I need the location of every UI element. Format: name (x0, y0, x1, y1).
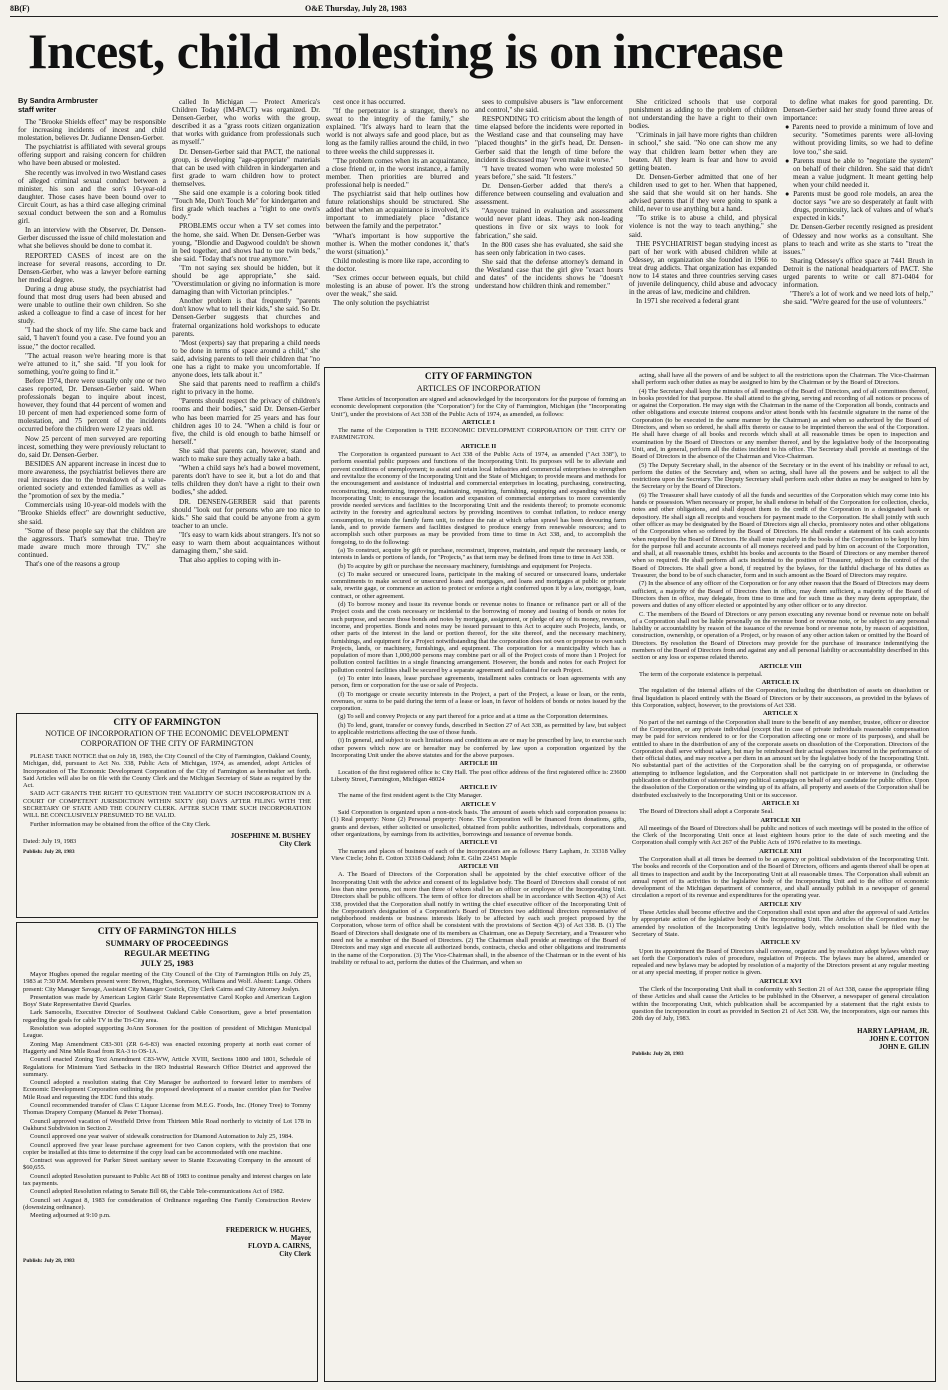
article-heading: ARTICLE XVI (759, 977, 802, 985)
article-paragraph: Sharing Odessey's office space at 7441 Brush in Detroit is the national headquarters of PACT. She urged parents to write or call 871-0404 for information. (783, 256, 933, 290)
articles-right-list (632, 372, 929, 1023)
article-paragraph: "It's easy to warn kids about strangers. It's not so easy to warn them about acquaintances without damaging them," she said. (172, 530, 320, 556)
article-heading: ARTICLE IX (761, 679, 800, 687)
article-paragraph: "Criminals in jail have more rights than children in school," she said. "No one can show me any way that children learn better when they are beaten. All they learn is fear and how to avoid getting beaten. (629, 131, 777, 172)
article-paragraph: "There's a lot of work and we need lots of help," she said. "We're geared for the use of volunteers." (783, 290, 933, 307)
articles-publish: Publish: July 28, 1983 (632, 1050, 684, 1057)
article-paragraph: PROBLEMS occur when a TV set comes into the home, she said. When Dr. Densen-Gerber was young, "Blondie and Dagwood couldn't be shown in bed together, and shows had to use twin beds," she said. "Today that's not true anymore." (172, 222, 320, 263)
article-text: (e) To enter into leases, lease purchase agreements, installment sales contracts or loan agreements with any person, firm or corporation for the use or sale of Projects. (331, 674, 626, 690)
article-paragraph: Dr. Densen-Gerber recently resigned as president of Odessey and now works as a consultant. She plans to teach and write as she starts to "treat the issues." (783, 223, 933, 256)
article-paragraph: cest once it has occurred. (333, 98, 406, 106)
article-paragraph: "Anyone trained in evaluation and assessment would never plant ideas. They ask non-leading questions in five or six ways to look for fabrication," she said. (475, 207, 623, 240)
byline-role: staff writer (18, 105, 57, 114)
proceeding-item: Council enacted Zoning Text Amendment C83-WW, Article XVIII, Sections 1800 and 1801, Schedule of Regulations for Minimum Yard Setbacks in the IRO Industrial Research Office District and approved the summary. (23, 1056, 311, 1078)
article-paragraph: THE PSYCHIATRIST began studying incest as part of her work with abused children while at Odessey, an organization she founded in 1966 to treat drug addicts. That organization has expanded now to 14 states and three countries serving cases of juvenile delinquency, child abuse and advocacy in the areas of law, medicine and children. (629, 239, 777, 297)
article-paragraph: "Most (experts) say that preparing a child needs to be done in terms of space around a child," she said, advising parents to tell their children that "no one has a right to make you uncomfortable. If anyone does, lets talk about it." (172, 338, 320, 380)
article-text: These Articles shall become effective and the Corporation shall exist upon and after the approval of said Articles by appropriate action of the legislative body of the Incorporating Unit. The Articles of the Corporation may be amended by resolution of the Incorporating Unit's legislative body, which resolution shall be filed with the Secretary of State. (632, 909, 929, 938)
article-paragraph: She said that parents can, however, stand and watch to make sure they actually take a bath. (172, 446, 320, 464)
article-paragraph: ● Parents must be able to "negotiate the system" on behalf of their children. She said that didn't mean a value judgment. It meant getting help when your child needed it. (785, 156, 933, 189)
article-heading: ARTICLE VIII (759, 662, 802, 670)
article-heading: ARTICLE III (459, 760, 498, 768)
notice-dated: Dated: July 19, 1983 (23, 837, 77, 845)
article-paragraph: The only solution the psychiatrist (333, 299, 430, 308)
article-text: (b) To acquire by gift or purchase the necessary machinery, furnishings and equipment for Projects. (338, 562, 592, 570)
article-paragraph: She recently was involved in two Westland cases of alleged criminal sexual conduct between a minister, his son and the son's 10-year-old daughter. Those cases have been bound over to Circuit Court, as has a third case alleging criminal sexual conduct between the son and a Romulus girl. (18, 168, 166, 226)
articles-box (324, 367, 936, 1382)
article-paragraph: "Sex crimes occur between equals, but child molesting is an abuse of power. It's the strong over the weak," she said. (326, 273, 469, 299)
article-paragraph: "Parents should respect the privacy of children's rooms and their bodies," said Dr. Densen-Gerber who has been married for 25 years and has four children ages 10 to 24. "When a child is four or five, the child is old enough to bathe himself or herself." (172, 397, 320, 446)
article-paragraph: "I'm not saying sex should be hidden, but it should be age appropriate," she said. "Overstimulation or giving no information is more damaging than with Victorian principles." (172, 263, 320, 297)
hills-signer1-title: Mayor (290, 1233, 311, 1242)
proceeding-item: Council recommended transfer of Class C Liquor License from M.E.G. Foods, Inc. (Honey Tree) to Tommy Thomas Drapery Company (Manuel & Peter Thomas). (23, 1102, 311, 1117)
masthead (10, 4, 938, 17)
notice-publish: Publish: July 28, 1983 (23, 849, 75, 856)
article-heading: ARTICLE XIV (759, 900, 802, 908)
article-paragraph: In an interview with the Observer, Dr. Densen-Gerber discussed the issue of child molestation and what she believes should be done to combat it. (18, 226, 166, 251)
article-paragraph: Dr. Densen-Gerber added that there's a difference between counseling and evaluation and assessment. (475, 181, 623, 207)
hills-subtitle: SUMMARY OF PROCEEDINGS (105, 938, 229, 948)
proceeding-item: Resolution was adopted supporting JoAnn Soronen for the position of president of Michigan Municipal League. (23, 1025, 311, 1040)
notice-paragraph: PLEASE TAKE NOTICE that on July 18, 1983, the City Council of the City of Farmington, Oakland County, Michigan, did, pursuant to Act No. 338, Public Acts of Michigan, 1974, as amended, adopt Articles of Incorporation of The Economic Development Corporation of the City of Farmington as hereinafter set forth. Said Articles will also be on file with the County Clerk and the Michigan Secretary of State as required by the Act. (23, 753, 312, 790)
proceeding-item: Council adopted Resolution pursuant to Public Act 88 of 1983 to continue penalty and interest charges on late tax payments. (23, 1172, 311, 1188)
articles-intro: These Articles of Incorporation are signed and acknowledged by the incorporators for the purpose of forming an economic development corporation (the "Corporation") for the City of Farmington, Michigan (the "Incorporating Unit"), under the provisions of Act 338 of the Public Acts of 1974, as amended, as follows: (331, 396, 626, 418)
article-text: (i) In general, and subject to such limitations and conditions as are or may be prescribed by law, to exercise such other powers which now are or hereafter may be conferred by law upon a corporation organized by the Incorporating Unit under the above statutes and for the above purposes. (331, 737, 626, 759)
article-column-2 (172, 98, 320, 750)
article-text: The term of the corporate existence is perpetual. (639, 670, 763, 678)
article-paragraph: REPORTED CASES of incest are on the increase for several reasons, according to Dr. Densen-Gerber, who was a lawyer before earning her medical degree. (18, 251, 166, 284)
article-paragraph: RESPONDING TO criticism about the length of time elapsed before the incidents were reported in the Westland case and that counseling may have "placed thoughts" in the girl's head, Dr. Densen-Gerber said that the length of time before the incident is discussed may "even make it worse." (475, 115, 623, 164)
proceeding-item: Zoning Map Amendment C83-301 (ZR 6-6-83) was enacted rezoning property at north east corner of Haggerty and Nine Mile Road from RA-3 to OS-1A. (23, 1040, 311, 1055)
proceeding-item: Council adopted Resolution relating to Senate Bill 66, the Cable Tele-communications Act of 1982. (30, 1188, 285, 1196)
article-heading: ARTICLE VI (459, 839, 498, 847)
article-text: C. The members of the Board of Directors or any person executing any revenue bond or revenue note on behalf of a Corporation shall not be liable personally on the revenue bond or revenue note, or be subject to any personal liability or accountability by reason of the issuance of the revenue bond or revenue note, by reason of acquisition, construction, ownership, or operation of a Project, or by reason of any other action taken or omitted by the Board of Directors. By resolution the Board of Directors may provide for the purchase of insurance indemnifying the members of the Board of Directors from and against any and all personal liability or accountability described in this section or any loss or expense related thereto. (632, 610, 929, 662)
hills-publish: Publish: July 28, 1983 (23, 1257, 75, 1264)
article-text: Said Corporation is organized upon a non-stock basis. The amount of assets which said corporation possess is: (1) Real property: None (2) Personal property: None. The Corporation will be financed from donations, gifts, grants and devises, either solicited or unsolicited, obtained from public authorities, individuals, corporations and other organizations, by earnings from its activities, borrowings and issuance of revenue bonds. (331, 809, 626, 838)
article-paragraph: "What's important is how supportive the mother is. When the mother condones it,' that's the worst (situation)." (326, 231, 469, 256)
article-paragraph: "I have treated women who were molested 50 years before," she said. "It festers." (475, 164, 623, 181)
article-text: (4) The Secretary shall keep the minutes of all meetings of the Board of Directors, and of all committees thereof, in books provided for that purpose. He shall attend to the giving, serving and recording of all notices or process of or against the Corporation. He may sign with the Chairman in the name of the Corporation all bonds, contracts and other obligations and execute interest coupons and/or attest bonds with his facsimile signature in the name of the Corporation (to be executed in the same manner by the Chairman) as and when so authorized by the Board of Directors, and when so ordered, he shall affix thereto or cause to be imprinted thereon the seal of the Corporation. He shall have charge of all books and records which shall at all reasonable times be open to inspection and examination by the Board of Directors or any member thereof, and by the legislative body of the Incorporating Unit, and, in general, perform all the duties incident to his office. The Secretary shall provide at meetings of the Board of Directors in the absence of the Chairman and Vice-Chairman. (632, 387, 929, 461)
hills-summary-box (16, 922, 318, 1382)
hills-signer2: FLOYD A. CAIRNS, (247, 1241, 311, 1250)
article-paragraph: to define what makes for good parenting. Dr. Densen-Gerber said her study found three areas of importance: (783, 98, 933, 123)
article-paragraph: "When a child says he's had a bowel movement, parents don't have to see it, but a lot do and that tells children they don't have a right to their own bodies," she added. (172, 464, 320, 497)
proceeding-item: Lark Samocelis, Executive Director of Southwest Oakland Cable Consortium, gave a brief presentation regarding the goals for cable TV in the Tri-City area. (23, 1009, 311, 1024)
article-heading: ARTICLE II (460, 442, 497, 450)
article-text: Upon its appointment the Board of Directors shall convene, organize and by resolution adopt bylaws which may set forth the Corporation's rules of procedure, regulation of Projects. The bylaws may be altered, amended or repealed and new bylaws may be adopted by resolution of a majority of the Directors present at any regular meeting or at any special meeting, if proper notice is given. (632, 947, 929, 977)
article-paragraph: That's one of the reasons a group (25, 559, 120, 568)
article-paragraph: In the 800 cases she has evaluated, she said she has seen only fabrication in two cases. (475, 240, 623, 257)
article-heading: ARTICLE X (762, 710, 799, 718)
article-text: (c) To make secured or unsecured loans, participate in the making of secured or unsecured loans, undertake commitments to make secured or unsecured loans and mortgages, and loans and mortgages at public or private sale, rewrite gage, or commence an action to protect or enforce a right conferred upon it by a law, mortgage, loan, contract, or other agreement. (331, 570, 626, 600)
article-heading: ARTICLE V (461, 800, 496, 808)
notice-paragraph: SAID ACT GRANTS THE RIGHT TO QUESTION THE VALIDITY OF SUCH INCORPORATION IN A COURT OF COMPETENT JURISDICTION WITHIN SIXTY (60) DAYS AFTER FILING WITH THE SECRETARY OF STATE AND THE COUNTY CLERK. AFTER SUCH TIME SUCH INCORPORATION WILL BE CONCLUSIVELY PRESUMED TO BE VALID. (23, 790, 311, 820)
article-text: (a) To construct, acquire by gift or purchase, reconstruct, improve, maintain, and repair the necessary lands, or interests in lands or portions of lands, for "Projects," as that term may be defined from time to time in Act 338. (331, 546, 626, 562)
incorporator-signer: JOHN E. GILIN (879, 1042, 929, 1051)
article-text: The Corporation is organized pursuant to Act 338 of the Public Acts of 1974, as amended ("Act 338"), to perform essential public purposes and functions of the Incorporating Unit. Its purposes will be to alleviate and prevent conditions of unemployment; to assist and retain local industries and commercial enterprises to strengthen and revitalize the economy of the Incorporating Unit and the State of Michigan; to provide means and methods for the encouragement and assistance of industrial and commercial enterprises in locating, purchasing, constructing, reconstructing, modernizing, improving, maintaining, repairing, furnishing, equipping and expanding within the Incorporating Unit; to encourage the location and expansion of commercial enterprises to more conveniently provide needed services and facilities to the Incorporating Unit and the residents thereof; to promote economic activity in the forestry and agricultural sectors by providing incentives to combat inflation, to reduce energy consumption, to retain the family farm unit, to reduce the rate at which urban sprawl has been devouring farm lands, and to provide farmers and facilities designed to produce energy from renewable resources; and to accomplish such other purposes as may be provided from time to time in Act 338, and, to accomplish the foregoing, to do the following: (331, 451, 626, 546)
article-paragraph: Dr. Densen-Gerber admitted that one of her children used to get to her. When that happened, she said that she would sit on her hands. She advised parents that if they were going to spank a child, never to use anything but a hand. (629, 172, 777, 214)
notice-signer: JOSEPHINE M. BUSHEY (230, 831, 311, 840)
article-paragraph: Another problem is that frequently "parents don't know what to tell their kids," she said. So Dr. Densen-Gerber suggests that churches and fraternal organizations hold workshops to educate parents. (172, 297, 320, 338)
article-heading: ARTICLE XII (760, 816, 801, 824)
article-paragraph: That also applies to coping with in- (179, 556, 281, 565)
notice-signer-title: City Clerk (279, 839, 311, 848)
proceeding-item: Meeting adjourned at 9:10 p.m. (30, 1212, 111, 1220)
article-text: The name of the first resident agent is the City Manager. (338, 792, 483, 800)
proceeding-item: Mayor Hughes opened the regular meeting of the City Council of the City of Farmington Hills on July 25, 1983 at 7:30 P.M. Members present were: Brown, Hughes, Sorenson, Williams and Wolf. Absent: Lange. Others present: City Manager Savage, Assistant City Manager Costick, City Clerk Cairns and City Attorney Joslyn. (23, 971, 311, 993)
article-paragraph: "Some of these people say that the children are the aggressors. That's somewhat true. They're made aware much more through TV," she continued. (18, 526, 166, 559)
articles-subtitle: ARTICLES OF INCORPORATION (416, 383, 541, 393)
proceeding-item: Council set August 8, 1983 for consideration of Ordinance regarding One Family Construction Review (downsizing ordinance). (23, 1196, 311, 1211)
article-paragraph: During a drug abuse study, the psychiatrist had found that most drug users had been abused and were unable to outline their own children. So she asked a colleague to find a case of incest for her study. (18, 284, 166, 326)
article-column-5 (629, 98, 777, 360)
article-text: acting, shall have all the powers of and be subject to all the restrictions upon the Chairman. The Vice-Chairman shall perform such other duties as may be assigned to him by the Chairman or by the Board of Directors. (632, 372, 929, 387)
incorporator-signer: JOHN E. COTTON (869, 1034, 929, 1043)
article-paragraph: DR. DENSEN-GERBER said that parents should "look out for persons who are too nice to kids." She said that could be anyone from a gym teacher to an uncle. (172, 497, 320, 530)
article-paragraph: The psychiatrist is affiliated with several groups offering support and raising concern for children who have been abused or molested. (18, 143, 166, 168)
article-text: (d) To borrow money and issue its revenue bonds or revenue notes to finance or refinance part or all of the Project costs and the costs necessary or incidental to the borrowing of money and issuing of bonds or notes for such purpose, and secure those bonds and notes by mortgage, assignment, or pledge of any of its money, revenues, income, and properties. Bonds and notes may be issued pursuant to this Act to acquire such Projects, lands, or other parts of the interest in the land or portion thereof, for the site thereof, and the necessary machinery, furnishings, and equipment for a Project notwithstanding that the corporation does not own or propose to own such Projects, lands, or machinery, furnishings, and equipment. The corporation for a municipality which has a population of more than 1,000,000 persons may combine part or all of the Project costs of more than 1 Project for pollution control facilities in a single financing arrangement. However, the bonds and notes for each Project for pollution control facilities shall be secured by a separate agreement and collateral for each Project. (331, 601, 626, 674)
hills-signer1: FREDERICK W. HUGHES, (225, 1225, 311, 1234)
article-text: The names and places of business of each of the incorporators are as follows: Harry Lapham, Jr. 33318 Valley View Circle; John E. Cotton 33318 Oakland; John E. Gilin 22451 Maple (331, 847, 626, 862)
article-heading: ARTICLE XV (760, 939, 801, 947)
article-heading: ARTICLE XIII (759, 847, 802, 855)
headline: Incest, child molesting is on increase (28, 23, 784, 79)
article-paragraph: called In Michigan — Protect America's Children Today (IM-PACT) was organized. Dr. Densen-Gerber, who works with the group, described it as a "grass roots citizen organization that works with guidance from professionals such as myself." (172, 98, 320, 147)
notice-title: CITY OF FARMINGTON (113, 718, 221, 728)
article-paragraph: Before 1974, there were usually only one or two cases reported, Dr. Densen-Gerber said. When professionals began to inquire about incest, however, they found that 44 percent of women and 10 percent of men had experienced some form of molestation, and 75 percent of the incidents occurred before the children were 12 years old. (18, 376, 166, 434)
article-text: (6) The Treasurer shall have custody of all the funds and securities of the Corporation which may come into his hands or possession. When necessary or proper, he shall endorse in behalf of the Corporation for collection, checks, notes and other obligations, and shall deposit them to the credit of the Corporation in a designated bank or depository. He shall sign all receipts and vouchers for payment made to the Corporation. He shall jointly with such other officer as may be designated by the Board of Directors sign all checks, promissory notes and other obligations of the Corporation when so ordered by the Board of Directors. He shall render a statement of his cash accounts when required by the Board of Directors. He shall enter regularly in the books of the Corporation to be kept by him for the purpose full and accurate accounts of all moneys received and paid by him on account of the Corporation, and shall, at all reasonable times, exhibit his books and accounts to the Board of Directors or any member thereof when so required. He shall perform all acts incidental to the position of Treasurer, subject to the control of the Board of Directors. He shall give a bond, if required by the bylaws, for the faithful discharge of his duties as Treasurer, the bond to be of such character, form and in such amount as the Board of Directors may require. (632, 491, 929, 580)
article-text: The Corporation shall at all times be deemed to be an agency or political subdivision of the Incorporating Unit. The books and records of the Corporation and of the Board of Directors, officers and agents thereof shall be open at all times to inspection and audit by the Incorporating Unit at all reasonable times. The Corporation shall submit an annual report of its activities to the legislative body of the Incorporating Unit and to the office of economic development of the Michigan department of commerce, and shall annually publish in a newspaper of general circulation a report of its revenue and expenditures for the operating year. (632, 856, 929, 900)
article-paragraph: Now 25 percent of men surveyed are reporting incest, something they were previously reluctant to do, said Dr. Densen-Gerber. (18, 434, 166, 459)
article-column-4 (475, 98, 623, 360)
article-paragraph: She criticized schools that use corporal punishment as adding to the problem of children not understanding the have a right to their own bodies. (629, 98, 777, 131)
article-paragraph: The psychiatrist said that help outlines how future relationships should be structured. She added that when an acquaintance is involved, it's important to immediately place "distance between the family and the perpetrator." (326, 190, 469, 231)
article-paragraph: "To strike is to abuse a child, and physical violence is not the way to teach anything," she said. (629, 214, 777, 239)
articles-right (632, 372, 929, 1377)
byline-author: By Sandra Armbruster (18, 96, 98, 105)
incorporator-signer: HARRY LAPHAM, JR. (857, 1026, 929, 1035)
article-text: No part of the net earnings of the Corporation shall inure to the benefit of any member, trustee, officer or director of the Corporation, or any private individual (except that in case of private individuals reasonable compensation may be paid for services rendered to or for the Corporation affecting one or more of its purposes), and shall be entitled to share in the distribution of any of the corporate assets on dissolution of the Corporation. Directors of the Corporation shall serve without salary, but may be reimbursed their actual expenses incurred in the performance of their official duties, and may receive a per diem in an amount set by the legislative body of the Incorporating Unit. No substantial part of the activities of the Corporation shall be the carrying on of propaganda, or otherwise attempting to influence legislation, and the Corporation shall not participate in or intervene in (including the publication or distribution of statements) any political campaign on behalf of any candidate for public office. Upon the dissolution of the Corporation or the winding up of its affairs, all property and assets of the Corporation shall be distributed exclusively to the Incorporating Unit or its successor. (632, 718, 929, 799)
article-text: (7) In the absence of any officer of the Corporation or for any other reason that the Board of Directors may deem sufficient, a majority of the Board of Directors then in office, may deem sufficient, a majority of the Board of Directors then in office, may delegate, from time to time and for such time as they may deem appropriate, the powers and duties of any officer elected or appointed by any other officer or to any director. (632, 580, 929, 610)
article-paragraph: ● Parents must be good role models, an area the doctor says "we are so desperately at fault with drugs, promiscuity, lack of values and of what's expected in kids." (785, 190, 933, 223)
byline (18, 96, 98, 114)
articles-left (331, 372, 626, 1377)
article-paragraph: Dr. Densen-Gerber said that PACT, the national group, is developing "age-appropriate" materials that can be used with children in kindergarten and first grade to warn children how to protect themselves. (172, 147, 320, 188)
article-paragraph: She said that the defense attorney's demand in the Westland case that the girl give "exact hours and dates" of the incidents shows he "doesn't understand how children think and remember." (475, 257, 623, 291)
hills-title: CITY OF FARMINGTON HILLS (97, 927, 237, 937)
article-text: (h) To lend, grant, transfer or convey funds, described in Section 27 of Act 338, as permitted by law, but subject to applicable restrictions affecting the use of those funds. (331, 721, 626, 737)
page-number: 8B(F) (10, 4, 30, 13)
articles-left-list (331, 419, 626, 966)
article-paragraph: In 1971 she received a federal grant (636, 297, 739, 306)
article-column-6 (783, 98, 933, 360)
article-text: The regulation of the internal affairs of the Corporation, including the distribution of assets on dissolution or final liquidation is placed entirely with the Board of Directors or by their successors, as provided in the bylaws of this Corporation, subject, however, to the provisions of Act 338. (632, 687, 929, 710)
hills-paragraphs (23, 971, 311, 1220)
paper-date: O&E Thursday, July 28, 1983 (305, 4, 407, 13)
article-text: A. The Board of Directors of the Corporation shall be appointed by the chief executive officer of the Incorporating Unit with the advice and consent of its legislative body. The Board of Directors shall consist of not less than nine persons, not more than three of whom shall be an officer or employee of the Incorporating Unit. Directors shall be public officers. The term of office for directors shall be in accordance with Section 4(3) of Act 338, provided that the Corporation shall notify in writing the chief executive officer of the Incorporating Unit of the Corporation's designation of a Corporation's Board of Directors two additional directors representative of neighborhood residents or business interests likely to be affected by each such project proposed by the Corporation, whose term of office shall be consistent with the provisions of Section 4(3) of Act 338. B. (1) The Board of Directors shall designate one of its members as Chairman, one as Deputy Secretary, and a Treasurer who need not be a member of the Board of Directors. (2) The Chairman shall preside at meetings of the Board of Directors and may sign and execute all authorized bonds, contracts, checks and other obligations and instruments in the name of the Corporation. (3) The Vice-Chairman shall, in the absence of the Chairman or in the event of his inability or refusal to act, perform the duties of the Chairman, and when so (331, 871, 626, 966)
hills-signer2-title: City Clerk (279, 1249, 311, 1258)
article-paragraph: The "Brooke Shields effect" may be responsible for increasing incidents of incest and child molestation, believes Dr. Judianne Densen-Gerber. (18, 118, 166, 143)
article-paragraph: sees to compulsive abusers is "law enforcement and control," she said. (475, 98, 623, 115)
article-heading: ARTICLE IV (459, 784, 498, 792)
article-paragraph: Commercials using 10-year-old models with the "Brooke Shields effect" are downright seductive, she said. (18, 501, 166, 526)
proceeding-item: Contract was approved for Parker Street sanitary sewer to Stante Excavating Company in the amount of $60,655. (23, 1157, 311, 1172)
article-column-1 (18, 118, 166, 708)
article-text: The Clerk of the Incorporating Unit shall in conformity with Section 21 of Act 338, cause the appropriate filing of these Articles and shall cause the Articles to be published in the Observer, a newspaper of general circulation within the Incorporating Unit, which publication shall be accompanied by a statement that the right exists to question the incorporation in court as provided in Section 21 of Act 338. We, the incorporators, sign our names this 20th day of July, 1983. (632, 986, 929, 1023)
article-paragraph: "The problem comes when its an acquaintance, a close friend or, in the worst instance, a family member. Then priorities are blurred and professional help is needed." (326, 156, 469, 189)
article-paragraph: Child molesting is more like rape, according to the doctor. (326, 256, 469, 273)
notice-incorporation-box (16, 713, 318, 918)
article-text: (f) To mortgage or create security interests in the Project, a part of the Project, a lease or loan, or the rents, revenues, or sums to be paid during the term of a lease or loan, in favor of holders of bonds or notes issued by the corporation. (331, 690, 626, 713)
article-paragraph: ● Parents need to provide a minimum of love and security. "Sometimes parents were all-loving without providing limits, so we had to define love too," she said. (785, 123, 933, 156)
proceeding-item: Council approved one year waiver of sidewalk construction for Diamond Automation to July 25, 1984. (30, 1133, 294, 1141)
article-heading: ARTICLE I (462, 418, 495, 426)
notice-subtitle: NOTICE OF INCORPORATION OF THE ECONOMIC DEVELOPMENT CORPORATION OF THE CITY OF FARMINGTON (45, 729, 289, 748)
article-paragraph: BESIDES AN apparent increase in incest due to more awareness, the psychiatrist believes there are real increases due to the breakdown of a value-oriented society and extended families as well as the "promotion of sex by the media." (18, 459, 166, 501)
article-paragraph: She said one example is a coloring book titled "Touch Me, Don't Touch Me" for kindergarten and first grade which teaches a "right to one own's body." (172, 189, 320, 222)
article-text: All meetings of the Board of Directors shall be public and notices of such meetings will be posted in the office of the Clerk of the Incorporating Unit once at least eighteen hours prior to the date of such meeting and the Corporation shall comply with Act 267 of the Public Acts of 1976 relative to its meetings. (632, 824, 929, 847)
proceeding-item: Council adopted a resolution stating that City Manager be authorized to forward letter to members of Economic Development Corporation outlining the proposed development of a master corridor plan for Twelve Mile Road and requesting the EDC fund this study. (23, 1079, 311, 1101)
hills-date: JULY 25, 1983 (140, 958, 194, 968)
article-text: (g) To sell and convey Projects or any part thereof for a price and at a time as the Corporation determines. (338, 713, 609, 721)
proceeding-item: Presentation was made by American Legion Girls' State Representative Carol Kopko and American Legion Boys' State Representative David Quarles. (23, 993, 311, 1009)
article-heading: ARTICLE VII (458, 863, 499, 871)
hills-meeting: REGULAR MEETING (124, 948, 210, 958)
article-paragraph: "The actual reason we're hearing more is that we're attuned to it," she said. "If you look for something, you're going to find it." (18, 351, 166, 376)
articles-signers (632, 1027, 929, 1051)
article-text: The name of the Corporation is THE ECONOMIC DEVELOPMENT CORPORATION OF THE CITY OF FARMINGTON. (331, 427, 626, 442)
article-paragraph: She said that parents need to reaffirm a child's right to privacy in the home. (172, 380, 320, 397)
article-text: (5) The Deputy Secretary shall, in the absence of the Secretary or in the event of his inability or refusal to act, perform the duties of the Secretary and, when so acting, shall have all the powers and be subject to all the restrictions upon the Secretary. The Deputy Secretary shall perform such other duties as may be assigned to him by the Secretary or by the Board of Directors. (632, 461, 929, 491)
proceeding-item: Council approved vacation of Westfield Drive from Thirteen Mile Road northerly to vicinity of Lot 178 in Oakhurst Subdivision in Section 2. (23, 1117, 311, 1132)
article-column-3 (326, 98, 469, 360)
article-paragraph: "I had the shock of my life. She came back and said, 'I haven't found you a case. I've found you an issue,'" the doctor recalled. (18, 326, 166, 351)
article-text: The Board of Directors shall adopt a Corporate Seal. (639, 808, 774, 816)
proceeding-item: Council approved five year lease purchase agreement for two Canon copiers, with the provision that one copier be installed at this time to determine if the copy load can be accommodated with one machine. (23, 1141, 311, 1156)
articles-title: CITY OF FARMINGTON (424, 372, 533, 382)
article-paragraph: "If the perpetrator is a stranger, there's no sweat to the integrity of the family," she explained. "It's always hard to learn that the world is not always safe and good place, but as long as the family rallies around the child, in two to three weeks the child suppresses it. (326, 107, 469, 156)
article-text: Location of the first registered office is: City Hall. The post office address of the first registered office is: 23600 Liberty Street, Farmington, Michigan 48024 (331, 768, 626, 783)
article-heading: ARTICLE XI (761, 799, 800, 807)
notice-paragraph: Further information may be obtained from the office of the City Clerk. (30, 820, 211, 828)
